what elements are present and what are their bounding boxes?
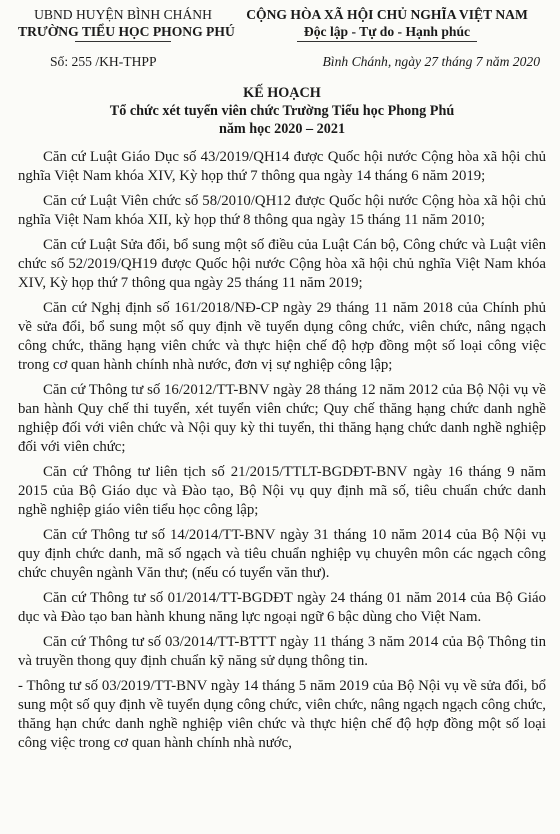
legal-basis-paragraph: Căn cứ Luật Viên chức số 58/2010/QH12 được Quốc hội nước Cộng hòa xã hội chủ nghĩa Việt Nam khóa XII, kỳ họp thứ 8 thông qua ngày 15 tháng 11 năm 2010; — [18, 193, 546, 228]
title-line-1: KẾ HOẠCH — [243, 85, 321, 101]
national-motto: Độc lập - Tự do - Hạnh phúc — [303, 24, 471, 39]
document-body — [18, 148, 546, 753]
school-name: TRƯỜNG TIỂU HỌC PHONG PHÚ — [18, 24, 235, 39]
legal-basis-paragraph: Căn cứ Thông tư liên tịch số 21/2015/TTLT-BGDĐT-BNV ngày 16 tháng 9 năm 2015 của Bộ Giáo dục và Đào tạo, Bộ Nội vụ quy định mã số, tiêu chuẩn chức danh nghề nghiệp giáo viên tiểu học công lập; — [18, 464, 546, 518]
document-title — [18, 84, 546, 138]
legal-basis-paragraph: Căn cứ Thông tư số 03/2014/TT-BTTT ngày 11 tháng 3 năm 2014 của Bộ Thông tin và truyền thong quy định chuẩn kỹ năng sử dụng thông tin. — [18, 634, 546, 669]
issuing-agency — [18, 6, 235, 42]
document-meta — [18, 54, 546, 70]
legal-basis-paragraph: Căn cứ Thông tư số 01/2014/TT-BGDĐT ngày 24 tháng 01 năm 2014 của Bộ Giáo dục và Đào tạo ban hành khung năng lực ngoại ngữ 6 bậc dùng cho Việt Nam. — [18, 590, 546, 625]
country-name: CỘNG HÒA XÃ HỘI CHỦ NGHĨA VIỆT NAM — [246, 7, 528, 22]
document-header — [18, 6, 546, 42]
motto-underline — [297, 41, 477, 42]
legal-basis-paragraph: Căn cứ Luật Sửa đổi, bổ sung một số điều của Luật Cán bộ, Công chức và Luật viên chức số 52/2019/QH19 được Quốc hội nước Cộng hòa xã hội chủ nghĩa Việt Nam khóa XIV, Kỳ họp thứ 7 thông qua ngày 25 tháng 11 năm 2019; — [18, 237, 546, 291]
legal-basis-paragraph: Căn cứ Nghị định số 161/2018/NĐ-CP ngày 29 tháng 11 năm 2018 của Chính phủ về sửa đổi, bổ sung một số quy định về tuyển dụng công chức, viên chức, nâng ngạch công chức, thăng hạng viên chức và thực hiện chế độ hợp đồng một số loại công việc trong cơ quan hành chính nhà nước, đơn vị sự nghiệp công lập; — [18, 300, 546, 373]
place-date: Bình Chánh, ngày 27 tháng 7 năm 2020 — [322, 54, 540, 69]
title-line-3: năm học 2020 – 2021 — [218, 121, 346, 137]
title-line-2: Tổ chức xét tuyển viên chức Trường Tiểu học Phong Phú — [109, 103, 455, 119]
legal-basis-paragraph: - Thông tư số 03/2019/TT-BNV ngày 14 tháng 5 năm 2019 của Bộ Nội vụ về sửa đổi, bổ sung một số quy định về tuyển dụng công chức, viên chức, nâng ngạch ngạch công chức, thăng hạn chức danh nghề nghiệp viên chức và thực hiện chế độ hợp đồng một số loại công việc trong cơ quan hành chính nhà nước, — [18, 678, 546, 751]
legal-basis-paragraph: Căn cứ Thông tư số 14/2014/TT-BNV ngày 31 tháng 10 năm 2014 của Bộ Nội vụ quy định chức danh, mã số ngạch và tiêu chuẩn nghiệp vụ chuyên môn các ngạch công chức chuyên ngành Văn thư; (nếu có tuyển văn thư). — [18, 527, 546, 581]
agency-underline — [75, 41, 171, 42]
national-heading — [228, 6, 546, 42]
district-committee: UBND HUYỆN BÌNH CHÁNH — [34, 7, 212, 22]
legal-basis-paragraph: Căn cứ Thông tư số 16/2012/TT-BNV ngày 28 tháng 12 năm 2012 của Bộ Nội vụ về ban hành Quy chế thi tuyển, xét tuyển viên chức; Quy chế thăng hạng chức danh nghề nghiệp đối với viên chức và Nội quy kỳ thi tuyển, thi thăng hạng chức danh nghề nghiệp đối với viên chức; — [18, 382, 546, 455]
legal-basis-paragraph: Căn cứ Luật Giáo Dục số 43/2019/QH14 được Quốc hội nước Cộng hòa xã hội chủ nghĩa Việt Nam khóa XIV, Kỳ họp thứ 7 thông qua ngày 14 tháng 6 năm 2019; — [18, 149, 546, 184]
document-number: Số: 255 /KH-THPP — [50, 54, 157, 69]
